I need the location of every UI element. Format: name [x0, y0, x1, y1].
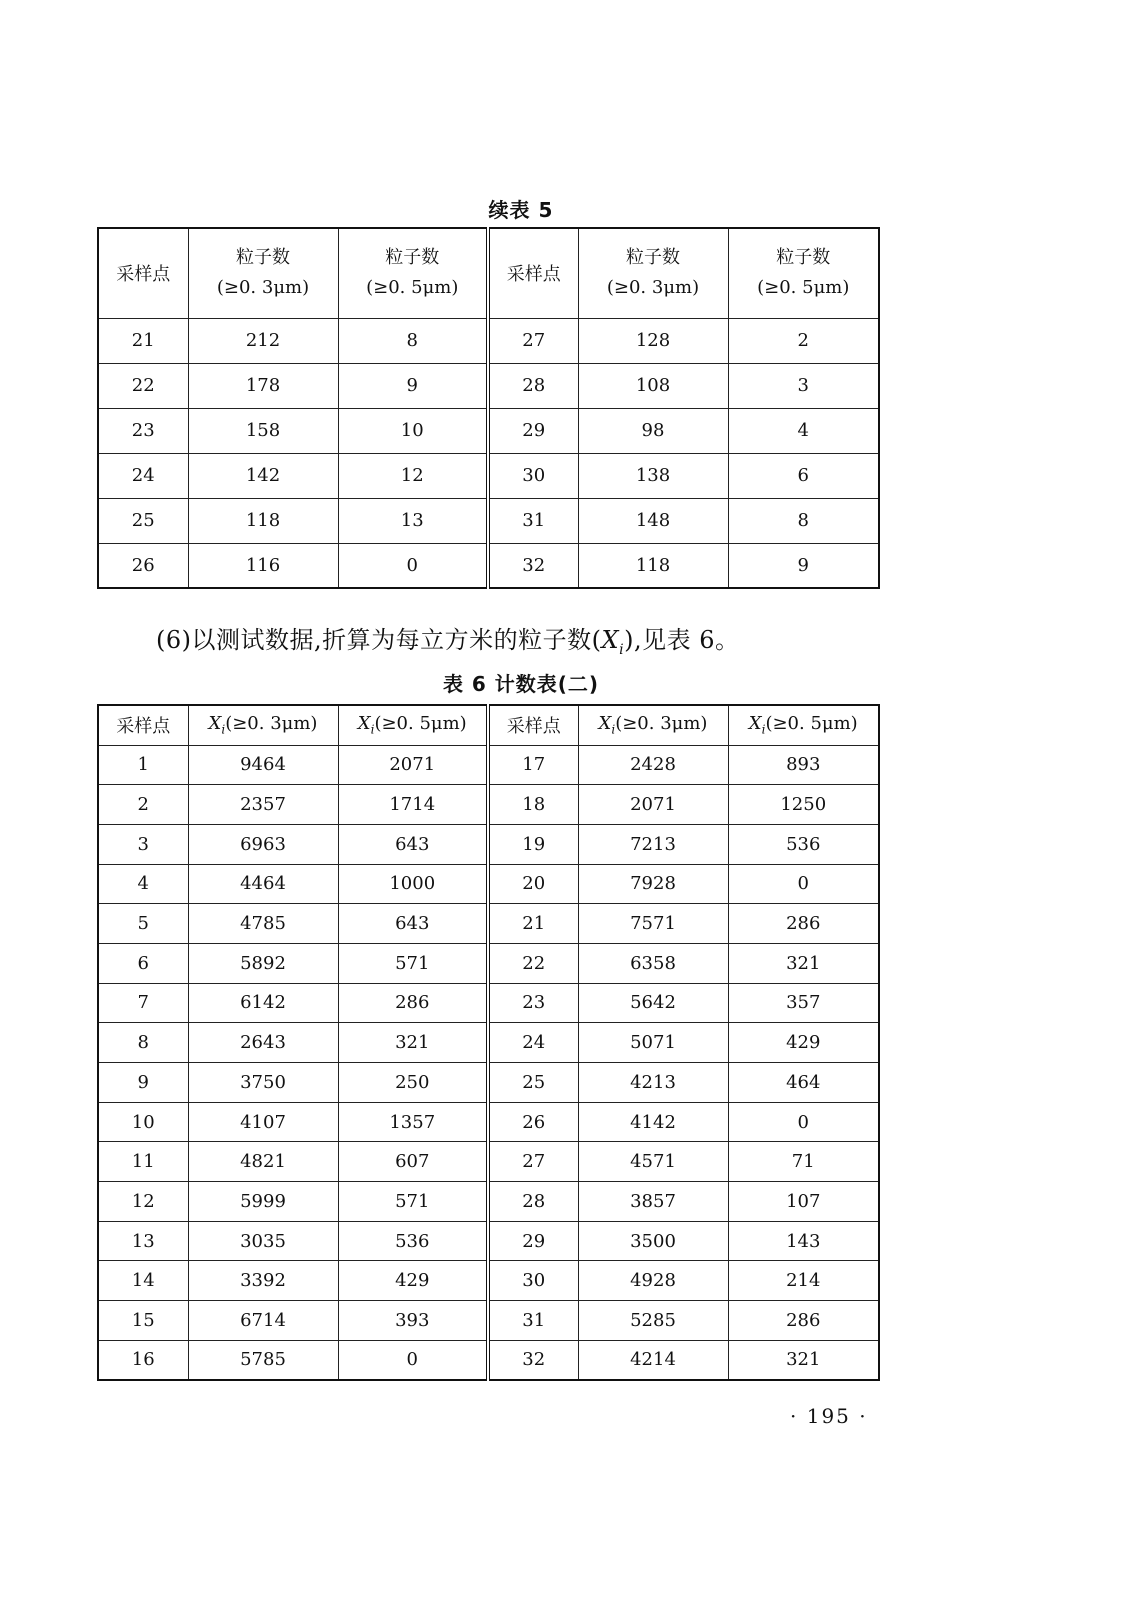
table-cell: 4928 [578, 1261, 728, 1301]
table-row [98, 904, 879, 944]
table-cell: 6963 [188, 824, 338, 864]
table-cell: 536 [338, 1221, 488, 1261]
table-row [98, 363, 879, 408]
table-cell: 212 [188, 318, 338, 363]
table-cell: 4464 [188, 864, 338, 904]
table-cell: 5642 [578, 983, 728, 1023]
header-size-03: (≥0. 3μm) [225, 713, 318, 735]
table-cell: 20 [488, 864, 578, 904]
table-cell: 8 [98, 1023, 188, 1063]
table5-body [98, 318, 879, 588]
table-cell: 4 [728, 408, 879, 453]
table-cell: 31 [488, 1301, 578, 1341]
table-cell: 7571 [578, 904, 728, 944]
table-row [98, 1261, 879, 1301]
table-cell: 536 [728, 824, 879, 864]
table-cell: 4785 [188, 904, 338, 944]
table-cell: 1 [98, 745, 188, 785]
table-cell: 21 [488, 904, 578, 944]
table-cell: 178 [188, 363, 338, 408]
table-cell: 31 [488, 498, 578, 543]
table-cell: 2071 [338, 745, 488, 785]
table-row [98, 1340, 879, 1380]
paragraph-text-after: ),见表 6。 [624, 626, 740, 654]
table-cell: 286 [338, 983, 488, 1023]
table-cell: 4213 [578, 1063, 728, 1103]
table-cell: 18 [488, 785, 578, 825]
table-row [98, 1182, 879, 1222]
table-cell: 2071 [578, 785, 728, 825]
header-sampling-point: 采样点 [98, 705, 188, 745]
table6-header-row [98, 705, 879, 745]
table-cell: 9 [98, 1063, 188, 1103]
table-cell: 4214 [578, 1340, 728, 1380]
header-symbol-x: X [748, 713, 762, 735]
table-cell: 1000 [338, 864, 488, 904]
table-cell: 24 [98, 453, 188, 498]
table-cell: 107 [728, 1182, 879, 1222]
table-cell: 30 [488, 1261, 578, 1301]
table-cell: 4571 [578, 1142, 728, 1182]
table-cell: 26 [488, 1102, 578, 1142]
table-cell: 7928 [578, 864, 728, 904]
table-cell: 3750 [188, 1063, 338, 1103]
table-cell: 250 [338, 1063, 488, 1103]
table-cell: 148 [578, 498, 728, 543]
table-cell: 25 [488, 1063, 578, 1103]
table-cell: 893 [728, 745, 879, 785]
table6-body [98, 745, 879, 1380]
table-row [98, 1063, 879, 1103]
table-cell: 25 [98, 498, 188, 543]
paragraph-text-before: (6)以测试数据,折算为每立方米的粒子数( [156, 626, 602, 654]
header-size-05: (≥0. 5μm) [374, 713, 467, 735]
table-cell: 8 [728, 498, 879, 543]
table-cell: 571 [338, 1182, 488, 1222]
table-row [98, 1102, 879, 1142]
table-row [98, 983, 879, 1023]
table-cell: 7213 [578, 824, 728, 864]
table-cell: 286 [728, 1301, 879, 1341]
table-cell: 643 [338, 904, 488, 944]
particle-count-table-continued [97, 227, 880, 589]
table-cell: 23 [488, 983, 578, 1023]
header-count-label: 粒子数 [626, 247, 680, 269]
header-count-label: 粒子数 [236, 247, 290, 269]
header-size-03: (≥0. 3μm) [615, 713, 708, 735]
table-cell: 23 [98, 408, 188, 453]
table-cell: 607 [338, 1142, 488, 1182]
table-cell: 71 [728, 1142, 879, 1182]
table-cell: 12 [338, 453, 488, 498]
table-cell: 128 [578, 318, 728, 363]
header-symbol-x: X [357, 713, 371, 735]
table-row [98, 1301, 879, 1341]
table-cell: 5785 [188, 1340, 338, 1380]
header-symbol-x: X [598, 713, 612, 735]
header-sampling-point: 采样点 [488, 228, 578, 318]
table-cell: 357 [728, 983, 879, 1023]
table-cell: 6 [728, 453, 879, 498]
table-row [98, 943, 879, 983]
table-cell: 4 [98, 864, 188, 904]
table-row [98, 498, 879, 543]
table-cell: 6 [98, 943, 188, 983]
table-cell: 28 [488, 363, 578, 408]
table-cell: 27 [488, 318, 578, 363]
particle-per-cubic-meter-table [97, 704, 880, 1381]
header-size-05: (≥0. 5μm) [757, 277, 850, 299]
table-row [98, 785, 879, 825]
table-row [98, 318, 879, 363]
table-cell: 22 [488, 943, 578, 983]
table-cell: 10 [338, 408, 488, 453]
table-row [98, 824, 879, 864]
table-cell: 3857 [578, 1182, 728, 1222]
table-cell: 7 [98, 983, 188, 1023]
header-symbol-x: X [208, 713, 222, 735]
page-number: · 195 · [790, 1404, 868, 1428]
table-cell: 1357 [338, 1102, 488, 1142]
symbol-subscript: i [619, 641, 625, 658]
table-cell: 3 [728, 363, 879, 408]
table-cell: 1714 [338, 785, 488, 825]
table-cell: 5 [98, 904, 188, 944]
table-cell: 13 [98, 1221, 188, 1261]
table-cell: 22 [98, 363, 188, 408]
header-size-05: (≥0. 5μm) [366, 277, 459, 299]
table-cell: 32 [488, 1340, 578, 1380]
table-cell: 5892 [188, 943, 338, 983]
header-symbol-subscript: i [370, 723, 375, 738]
header-count-05 [728, 228, 879, 318]
header-symbol-subscript: i [611, 723, 616, 738]
table5-caption: 续表 5 [488, 198, 554, 222]
table-cell: 30 [488, 453, 578, 498]
table-cell: 16 [98, 1340, 188, 1380]
table-cell: 6358 [578, 943, 728, 983]
table-cell: 321 [338, 1023, 488, 1063]
header-xi-03 [188, 705, 338, 745]
header-size-03: (≥0. 3μm) [216, 277, 310, 299]
table-cell: 2 [98, 785, 188, 825]
table-cell: 286 [728, 904, 879, 944]
table-row [98, 1023, 879, 1063]
table6-caption: 表 6 计数表(二) [442, 672, 600, 696]
table-cell: 643 [338, 824, 488, 864]
conversion-paragraph [156, 620, 956, 658]
header-symbol-subscript: i [221, 723, 226, 738]
table-cell: 118 [578, 543, 728, 588]
table-cell: 15 [98, 1301, 188, 1341]
table-cell: 21 [98, 318, 188, 363]
table-cell: 2357 [188, 785, 338, 825]
table-cell: 32 [488, 543, 578, 588]
table-cell: 10 [98, 1102, 188, 1142]
table-cell: 11 [98, 1142, 188, 1182]
header-count-03 [578, 228, 728, 318]
table-cell: 28 [488, 1182, 578, 1222]
header-count-label: 粒子数 [385, 247, 440, 269]
table-cell: 429 [338, 1261, 488, 1301]
table-cell: 5071 [578, 1023, 728, 1063]
header-count-label: 粒子数 [776, 247, 831, 269]
table-cell: 27 [488, 1142, 578, 1182]
table-cell: 143 [728, 1221, 879, 1261]
header-sampling-point: 采样点 [98, 228, 188, 318]
table-row [98, 1221, 879, 1261]
table5-header-row [98, 228, 879, 318]
table-cell: 5285 [578, 1301, 728, 1341]
table-cell: 12 [98, 1182, 188, 1222]
header-size-03: (≥0. 3μm) [606, 277, 700, 299]
header-count-05 [338, 228, 488, 318]
table-cell: 3500 [578, 1221, 728, 1261]
table-row [98, 745, 879, 785]
header-count-03 [188, 228, 338, 318]
header-sampling-point: 采样点 [488, 705, 578, 745]
header-xi-03 [578, 705, 728, 745]
table-cell: 321 [728, 943, 879, 983]
table-cell: 0 [338, 1340, 488, 1380]
table-row [98, 543, 879, 588]
table-cell: 8 [338, 318, 488, 363]
table-cell: 429 [728, 1023, 879, 1063]
table-cell: 26 [98, 543, 188, 588]
table-cell: 2643 [188, 1023, 338, 1063]
table-cell: 142 [188, 453, 338, 498]
table-cell: 3392 [188, 1261, 338, 1301]
table-cell: 29 [488, 1221, 578, 1261]
header-xi-05 [728, 705, 879, 745]
table-cell: 98 [578, 408, 728, 453]
table-cell: 14 [98, 1261, 188, 1301]
table-cell: 321 [728, 1340, 879, 1380]
header-xi-05 [338, 705, 488, 745]
symbol-x: X [601, 626, 620, 654]
table-cell: 5999 [188, 1182, 338, 1222]
table-cell: 108 [578, 363, 728, 408]
table-row [98, 408, 879, 453]
table-cell: 393 [338, 1301, 488, 1341]
table-cell: 4821 [188, 1142, 338, 1182]
table-cell: 6714 [188, 1301, 338, 1341]
table-cell: 158 [188, 408, 338, 453]
table-cell: 3035 [188, 1221, 338, 1261]
table-cell: 9 [728, 543, 879, 588]
table-cell: 214 [728, 1261, 879, 1301]
table-cell: 0 [338, 543, 488, 588]
table-cell: 19 [488, 824, 578, 864]
table-cell: 4107 [188, 1102, 338, 1142]
header-size-05: (≥0. 5μm) [765, 713, 858, 735]
table-cell: 464 [728, 1063, 879, 1103]
table-row [98, 453, 879, 498]
table-cell: 17 [488, 745, 578, 785]
table-cell: 1250 [728, 785, 879, 825]
table-cell: 0 [728, 1102, 879, 1142]
table-cell: 4142 [578, 1102, 728, 1142]
table-cell: 13 [338, 498, 488, 543]
table-cell: 9 [338, 363, 488, 408]
table-cell: 2 [728, 318, 879, 363]
table-cell: 571 [338, 943, 488, 983]
table-row [98, 864, 879, 904]
header-symbol-subscript: i [761, 723, 766, 738]
table-cell: 9464 [188, 745, 338, 785]
table-cell: 138 [578, 453, 728, 498]
table-cell: 0 [728, 864, 879, 904]
table-cell: 24 [488, 1023, 578, 1063]
table-cell: 3 [98, 824, 188, 864]
table-cell: 2428 [578, 745, 728, 785]
table-cell: 6142 [188, 983, 338, 1023]
table-row [98, 1142, 879, 1182]
table-cell: 29 [488, 408, 578, 453]
table-cell: 118 [188, 498, 338, 543]
table-cell: 116 [188, 543, 338, 588]
